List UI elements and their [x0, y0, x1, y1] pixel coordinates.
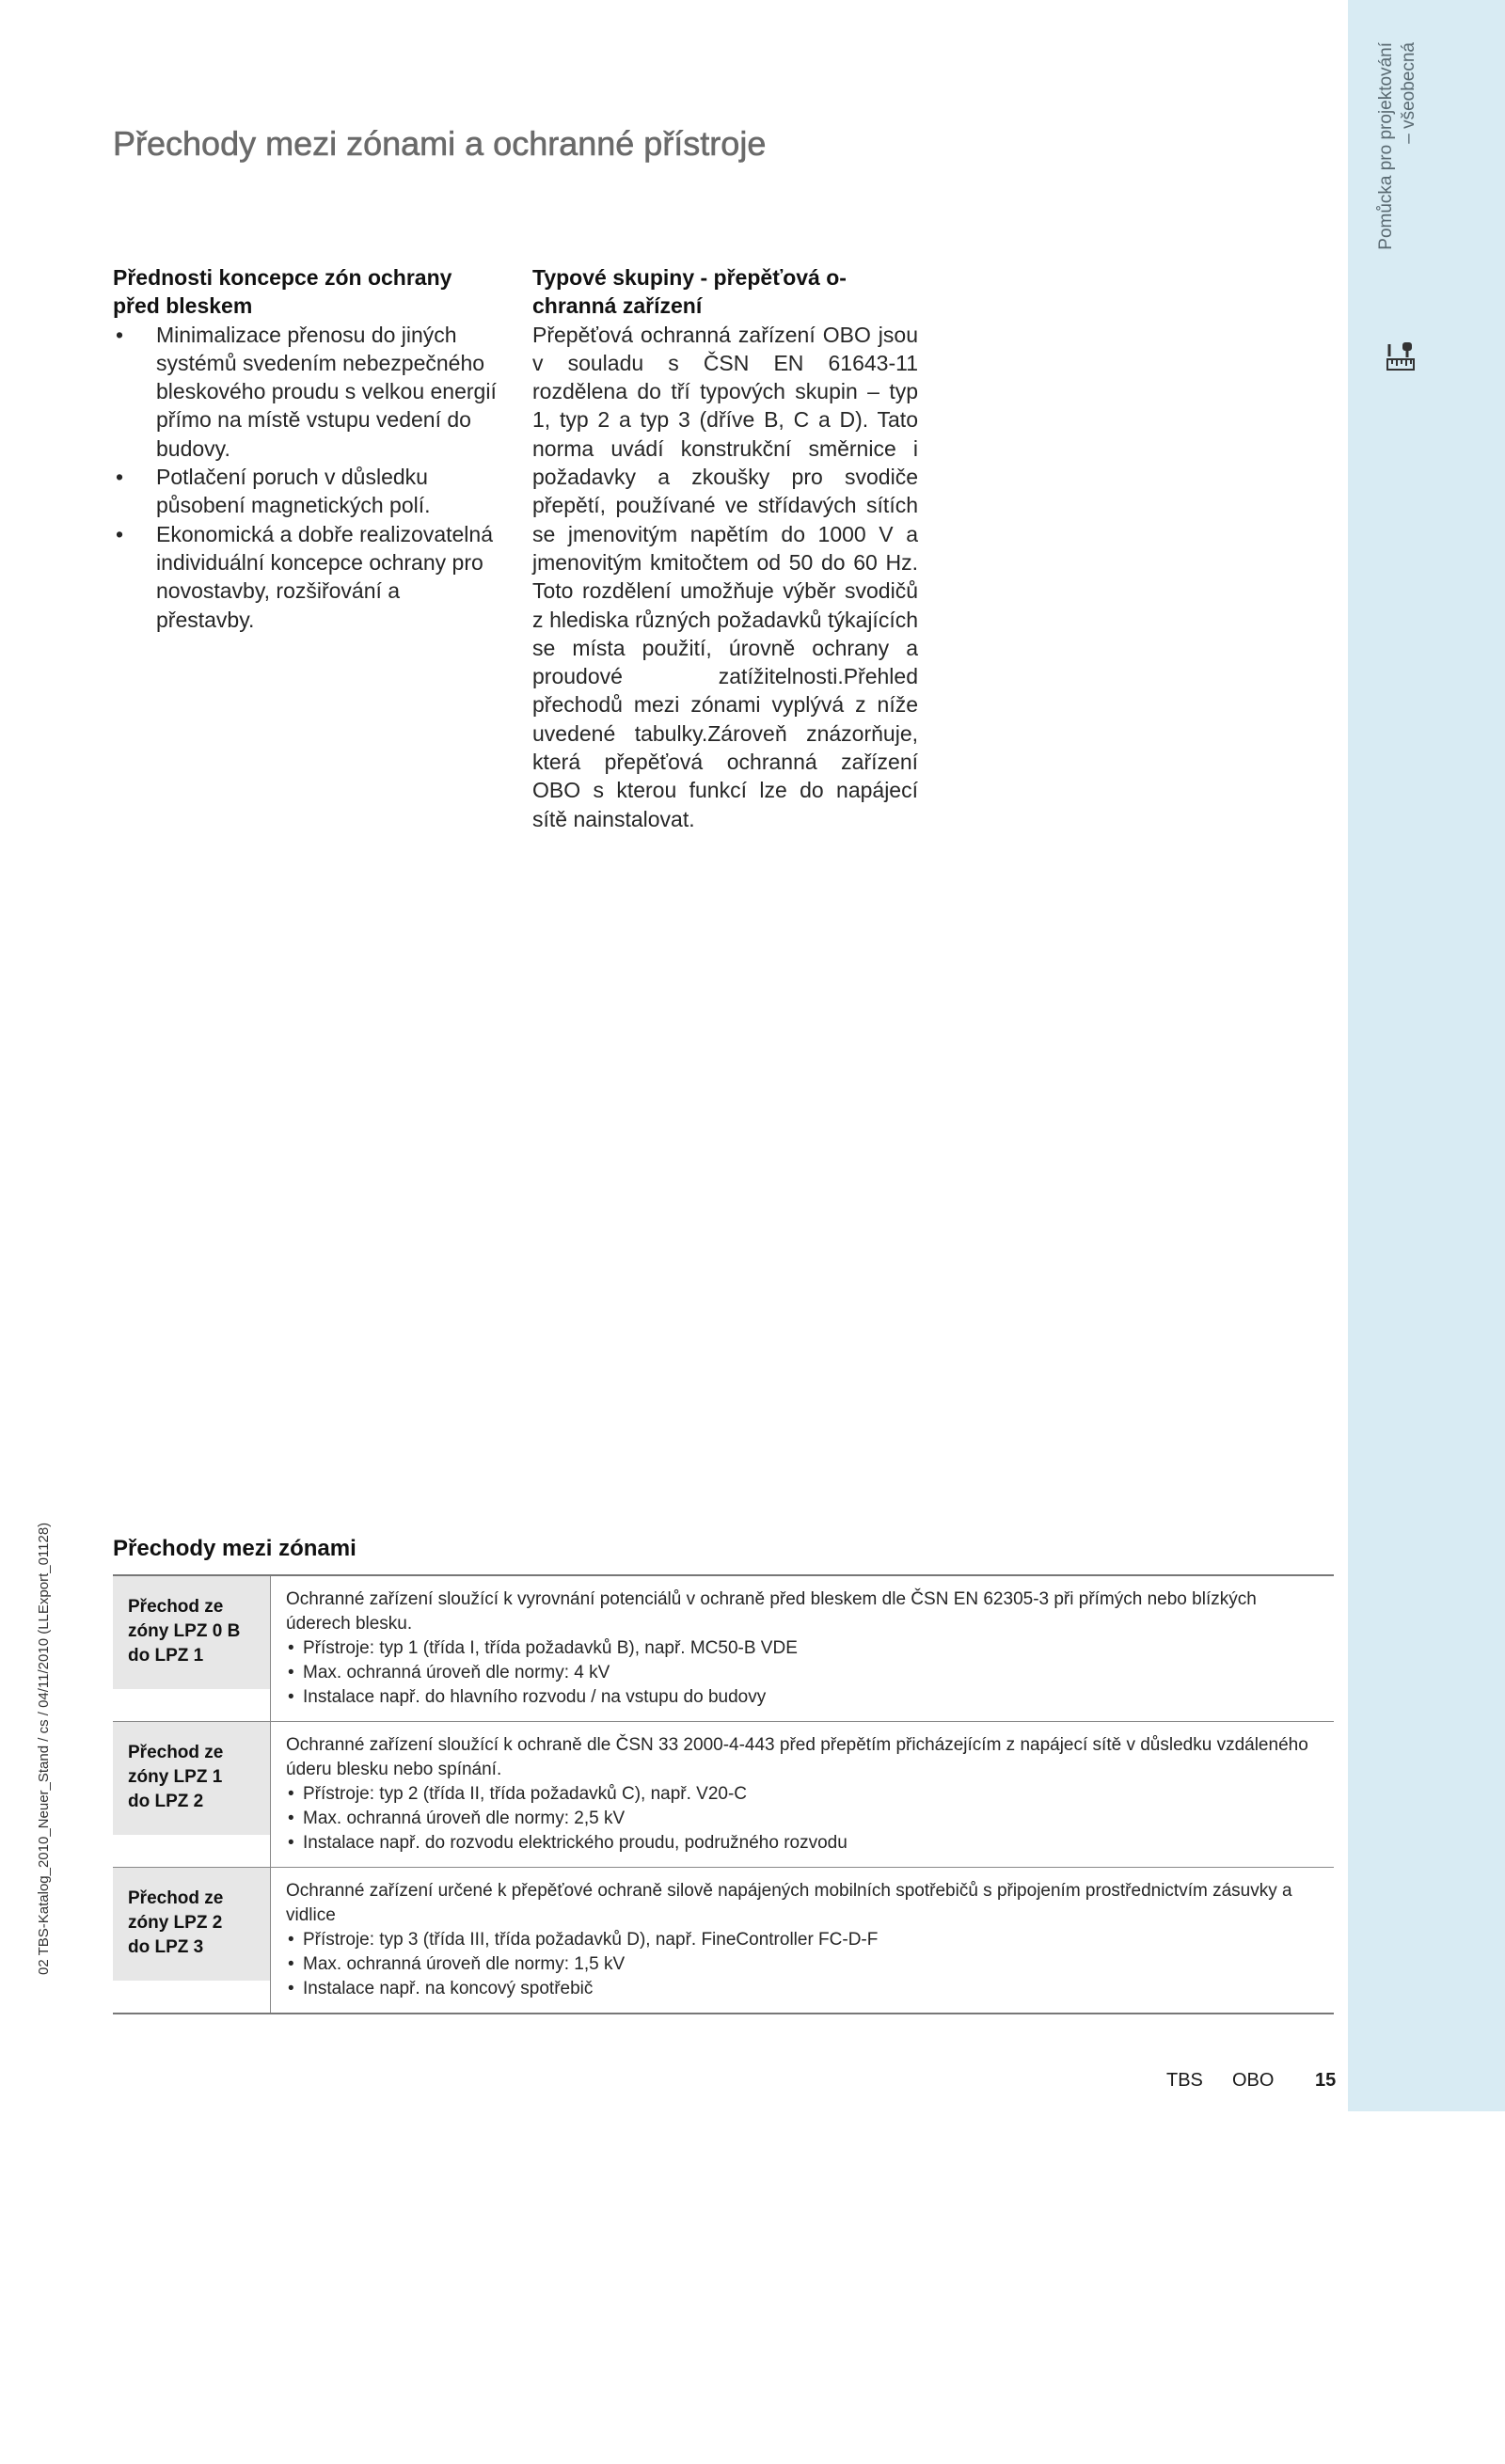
row-description: Ochranné zařízení sloužící k ochraně dle ČSN 33 2000-4-443 před přepětím přicházejícím z napájecí sítě v důsledku vzdáleného úderu blesku nebo spínání. • Přístroje: typ 2 (třída II, třída požadavků C), např. V20-C • Max. ochranná úroveň dle normy: 2,5 kV • Instalace např. do rozvodu elektrického proudu, podružného rozvodu: [271, 1722, 1334, 1867]
table-row: [113, 1576, 1334, 1721]
list-item: • Ekonomická a dobře realizovatelná individuální koncepce ochrany pro novostavby, rozšiřování a přestavby.: [113, 520, 499, 634]
row-description: Ochranné zařízení sloužící k vyrovnání potenciálů v ochraně před bleskem dle ČSN EN 62305-3 při přímých nebo blízkých úderech blesku. • Přístroje: typ 1 (třída I, třída požadavků B), např. MC50-B VDE • Max. ochranná úroveň dle normy: 4 kV • Instalace např. do hlavního rozvodu / na vstupu do budovy: [271, 1576, 1334, 1721]
list-item: • Přístroje: typ 3 (třída III, třída požadavků D), např. FineController FC-D-F: [286, 1928, 1313, 1952]
row-header: Přechod ze zóny LPZ 1 do LPZ 2: [113, 1722, 271, 1835]
footer-brand-tbs: TBS: [1166, 2070, 1203, 2091]
list-item: • Instalace např. na koncový spotřebič: [286, 1977, 1313, 2001]
table-row: [113, 1867, 1334, 2013]
right-column-heading: Typové skupiny - přepěťová o- chranná zařízení: [532, 265, 847, 319]
row-header: Přechod ze zóny LPZ 2 do LPZ 3: [113, 1868, 271, 1981]
ruler-screwdriver-icon: [1385, 340, 1417, 372]
list-item: • Max. ochranná úroveň dle normy: 1,5 kV: [286, 1952, 1313, 1977]
footer-brand-obo: OBO: [1232, 2070, 1275, 2091]
sidebar-section-label: [1375, 42, 1422, 287]
sidebar-line-1: Pomůcka pro projektování: [1376, 42, 1396, 250]
row-header: Přechod ze zóny LPZ 0 B do LPZ 1: [113, 1576, 271, 1689]
right-column-body: Přepěťová ochranná zařízení OBO jsou v souladu s ČSN EN 61643-11 rozdělena do tří typových skupin – typ 1, typ 2 a typ 3 (dříve B, C a D). Tato norma uvádí konstrukční směrnice i požadavky a zkoušky pro svodiče přepětí, používané ve střídavých sítích se jmenovitým napětím do 1000 V a jmenovitým kmitočtem od 50 do 60 Hz. Toto rozdělení umožňuje výběr svodičů z hlediska různých požadavků týkajících se místa použití, úrovně ochrany a proudové zatížitelnosti.Přehled přechodů mezi zónami vyplývá z níže uvedené tabulky.Zároveň znázorňuje, která přepěťová ochranná zařízení OBO s kterou funkcí lze do napájecí sítě nainstalovat.: [532, 322, 918, 831]
imprint-text: 02 TBS-Katalog_2010_Neuer_Stand / cs / 04/11/2010 (LLExport_01128): [36, 1522, 52, 1975]
right-column: [532, 263, 918, 833]
table-row: [113, 1721, 1334, 1867]
imprint: [36, 1522, 64, 2464]
left-column-heading: Přednosti koncepce zón ochrany před bleskem: [113, 265, 452, 319]
list-item: • Max. ochranná úroveň dle normy: 2,5 kV: [286, 1807, 1313, 1831]
list-item: • Minimalizace přenosu do jiných systémů svedením nebezpečného bleskového proudu s velkou energií přímo na místě vstupu vedení do budovy.: [113, 321, 499, 463]
zones-table: [113, 1574, 1334, 2014]
row-description: Ochranné zařízení určené k přepěťové ochraně silově napájených mobilních spotřebičů s připojením prostřednictvím zásuvky a vidlice • Přístroje: typ 3 (třída III, třída požadavků D), např. FineController FC-D-F • Max. ochranná úroveň dle normy: 1,5 kV • Instalace např. na koncový spotřebič: [271, 1868, 1334, 2013]
table-title: Přechody mezi zónami: [113, 1536, 356, 1561]
side-band: [1348, 0, 1505, 2111]
page-number: 15: [1315, 2070, 1337, 2091]
list-item: • Přístroje: typ 1 (třída I, třída požadavků B), např. MC50-B VDE: [286, 1636, 1313, 1661]
list-item: • Instalace např. do rozvodu elektrického proudu, podružného rozvodu: [286, 1831, 1313, 1856]
advantages-list: [113, 321, 499, 634]
list-item: • Instalace např. do hlavního rozvodu / na vstupu do budovy: [286, 1685, 1313, 1710]
list-item: • Max. ochranná úroveň dle normy: 4 kV: [286, 1661, 1313, 1685]
list-item: • Přístroje: typ 2 (třída II, třída požadavků C), např. V20-C: [286, 1782, 1313, 1807]
left-column: [113, 263, 499, 634]
page-title: Přechody mezi zónami a ochranné přístroje: [113, 124, 767, 163]
sidebar-line-2: – všeobecná: [1399, 42, 1418, 144]
list-item: • Potlačení poruch v důsledku působení magnetických polí.: [113, 463, 499, 520]
